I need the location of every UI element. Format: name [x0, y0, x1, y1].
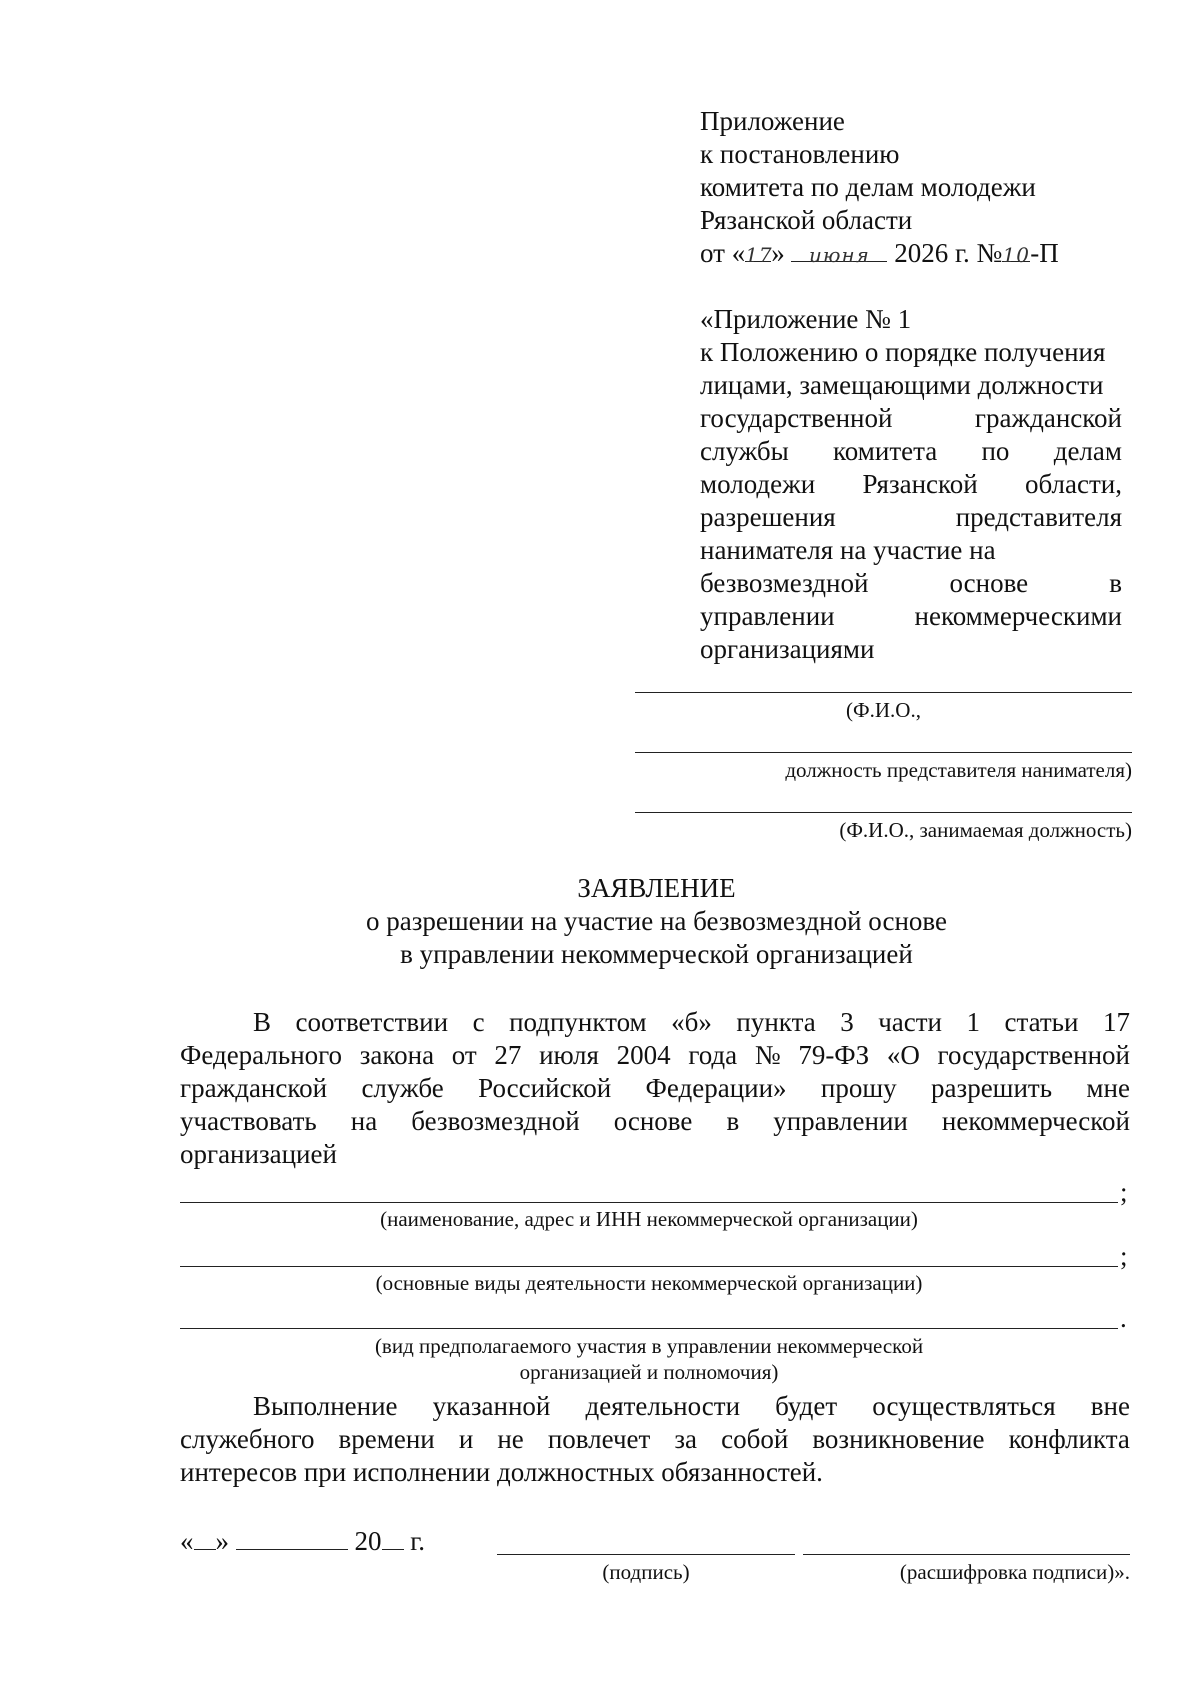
- word: управлении: [700, 601, 835, 631]
- body-p1-line-1: [253, 1006, 1130, 1038]
- date-prefix: от «: [700, 238, 746, 268]
- word: указанной: [432, 1391, 551, 1421]
- word: вне: [1090, 1391, 1130, 1421]
- word: разрешить: [931, 1073, 1053, 1103]
- word: от: [451, 1040, 477, 1070]
- word: подпунктом: [509, 1007, 647, 1037]
- word: не: [497, 1424, 524, 1454]
- doc-number-blank: [1002, 237, 1030, 267]
- word: основе: [949, 568, 1029, 598]
- word: некоммерческой: [941, 1106, 1130, 1136]
- word: и: [458, 1424, 474, 1454]
- word: делам: [1053, 436, 1122, 466]
- addressee-line-1: [635, 692, 1132, 693]
- appendix-line-4: Рязанской области: [700, 205, 913, 235]
- word: «б»: [671, 1007, 712, 1037]
- org-name-line: [180, 1202, 1118, 1203]
- sig-quote-open: «: [180, 1526, 194, 1556]
- statement-title: ЗАЯВЛЕНИЕ: [577, 873, 736, 903]
- appendix1-line-8: [700, 567, 1122, 599]
- word: в: [726, 1106, 740, 1136]
- addressee-caption-1: (Ф.И.О.,: [846, 698, 921, 722]
- date-day-handwritten: 17: [745, 243, 773, 267]
- word: Выполнение: [253, 1391, 398, 1421]
- word: Рязанской: [862, 469, 978, 499]
- word: «О: [886, 1040, 920, 1070]
- participation-caption-1: (вид предполагаемого участия в управлении некоммерческой: [374, 1334, 924, 1358]
- word: соответствии: [295, 1007, 449, 1037]
- word: участвовать: [180, 1106, 317, 1136]
- word: с: [472, 1007, 485, 1037]
- word: пункта: [736, 1007, 816, 1037]
- word: части: [878, 1007, 942, 1037]
- appendix1-line-10: организациями: [700, 634, 875, 664]
- word: государственной: [937, 1040, 1130, 1070]
- word: управлении: [773, 1106, 908, 1136]
- participation-line: [180, 1328, 1118, 1329]
- word: по: [981, 436, 1010, 466]
- org-activity-semicolon: ;: [1120, 1241, 1128, 1271]
- word: за: [674, 1424, 698, 1454]
- word: года: [688, 1040, 738, 1070]
- addressee-caption-2: должность представителя нанимателя): [785, 758, 1132, 782]
- word: безвозмездной: [411, 1106, 580, 1136]
- word: гражданской: [974, 403, 1122, 433]
- body-p1-line-2: [180, 1039, 1130, 1071]
- org-name-semicolon: ;: [1120, 1177, 1128, 1207]
- word: основе: [613, 1106, 693, 1136]
- body-p1-line-5: организацией: [180, 1139, 337, 1169]
- appendix1-line-6: [700, 501, 1122, 533]
- sig-year-blank: [382, 1525, 404, 1550]
- word: времени: [338, 1424, 435, 1454]
- word: 79-ФЗ: [798, 1040, 870, 1070]
- sig-quote-close: »: [215, 1526, 229, 1556]
- word: гражданской: [180, 1073, 328, 1103]
- date-day-blank: [745, 237, 773, 267]
- word: собой: [721, 1424, 789, 1454]
- word: 27: [494, 1040, 522, 1070]
- word: службы: [700, 436, 789, 466]
- signature-caption: (подпись): [602, 1560, 690, 1584]
- statement-subtitle-2: в управлении некоммерческой организацией: [400, 939, 913, 969]
- word: 3: [840, 1007, 854, 1037]
- body-p2-line-3: интересов при исполнении должностных обязанностей.: [180, 1457, 823, 1487]
- appendix-line-3: комитета по делам молодежи: [700, 172, 1036, 202]
- date-mid: »: [771, 238, 785, 268]
- appendix1-title: «Приложение № 1: [700, 304, 912, 334]
- word: Федерального: [180, 1040, 343, 1070]
- word: закона: [359, 1040, 435, 1070]
- date-month-blank: [791, 237, 887, 267]
- word: безвозмездной: [700, 568, 869, 598]
- word: 2004: [616, 1040, 671, 1070]
- sig-year-suffix: г.: [410, 1526, 426, 1556]
- word: некоммерческими: [914, 601, 1122, 631]
- word: на: [350, 1106, 378, 1136]
- appendix1-line-2: лицами, замещающими должности: [700, 370, 1104, 400]
- word: 1: [966, 1007, 980, 1037]
- participation-caption-2: организацией и полномочия): [519, 1360, 779, 1384]
- date-month-handwritten: июня: [809, 243, 870, 267]
- word: молодежи: [700, 469, 816, 499]
- word: разрешения: [700, 502, 836, 532]
- addressee-caption-3: (Ф.И.О., занимаемая должность): [839, 818, 1132, 842]
- word: службе: [361, 1073, 444, 1103]
- doc-number-handwritten: 10: [1002, 243, 1030, 267]
- org-activity-caption: (основные виды деятельности некоммерческой организации): [375, 1271, 923, 1295]
- word: комитета: [833, 436, 938, 466]
- word: служебного: [180, 1424, 315, 1454]
- word: осуществляться: [872, 1391, 1056, 1421]
- word: представителя: [955, 502, 1122, 532]
- appendix1-line-5: [700, 468, 1122, 500]
- appendix1-line-9: [700, 600, 1122, 632]
- word: будет: [775, 1391, 838, 1421]
- appendix-line-2: к постановлению: [700, 139, 900, 169]
- appendix1-line-3: [700, 402, 1122, 434]
- org-activity-line: [180, 1266, 1118, 1267]
- signature-line: [497, 1554, 795, 1555]
- appendix1-line-7: нанимателя на участие на: [700, 535, 996, 565]
- sig-month-blank: [236, 1525, 348, 1550]
- word: в: [1109, 568, 1122, 598]
- signature-date-row: [180, 1525, 425, 1557]
- word: 17: [1102, 1007, 1130, 1037]
- appendix-label: Приложение: [700, 106, 845, 136]
- addressee-line-3: [635, 812, 1132, 813]
- addressee-line-2: [635, 752, 1132, 753]
- word: июля: [539, 1040, 599, 1070]
- word: статьи: [1004, 1007, 1079, 1037]
- word: №: [754, 1040, 781, 1070]
- word: прошу: [820, 1073, 897, 1103]
- word: В: [253, 1007, 272, 1037]
- word: Федерации»: [645, 1073, 787, 1103]
- statement-subtitle-1: о разрешении на участие на безвозмездной основе: [365, 906, 947, 936]
- body-p2-line-2: [180, 1423, 1130, 1455]
- signature-decode-line: [803, 1554, 1130, 1555]
- sig-day-blank: [194, 1525, 216, 1550]
- body-p1-line-4: [180, 1105, 1130, 1137]
- word: области,: [1024, 469, 1122, 499]
- word: возникновение: [812, 1424, 985, 1454]
- word: деятельности: [585, 1391, 741, 1421]
- word: мне: [1086, 1073, 1130, 1103]
- word: Российской: [478, 1073, 612, 1103]
- doc-suffix: -П: [1030, 238, 1059, 268]
- appendix1-line-1: к Положению о порядке получения: [700, 337, 1106, 367]
- word: государственной: [700, 403, 893, 433]
- appendix1-line-4: [700, 435, 1122, 467]
- appendix-date-line: [700, 237, 1059, 269]
- body-p2-line-1: [253, 1390, 1130, 1422]
- sig-year-prefix: 20: [354, 1526, 382, 1556]
- word: конфликта: [1008, 1424, 1130, 1454]
- word: повлечет: [547, 1424, 651, 1454]
- org-name-caption: (наименование, адрес и ИНН некоммерческой организации): [380, 1207, 918, 1231]
- participation-period: .: [1120, 1303, 1127, 1333]
- signature-decode-caption: (расшифровка подписи)».: [899, 1560, 1130, 1584]
- body-p1-line-3: [180, 1072, 1130, 1104]
- date-year: 2026 г. №: [894, 238, 1003, 268]
